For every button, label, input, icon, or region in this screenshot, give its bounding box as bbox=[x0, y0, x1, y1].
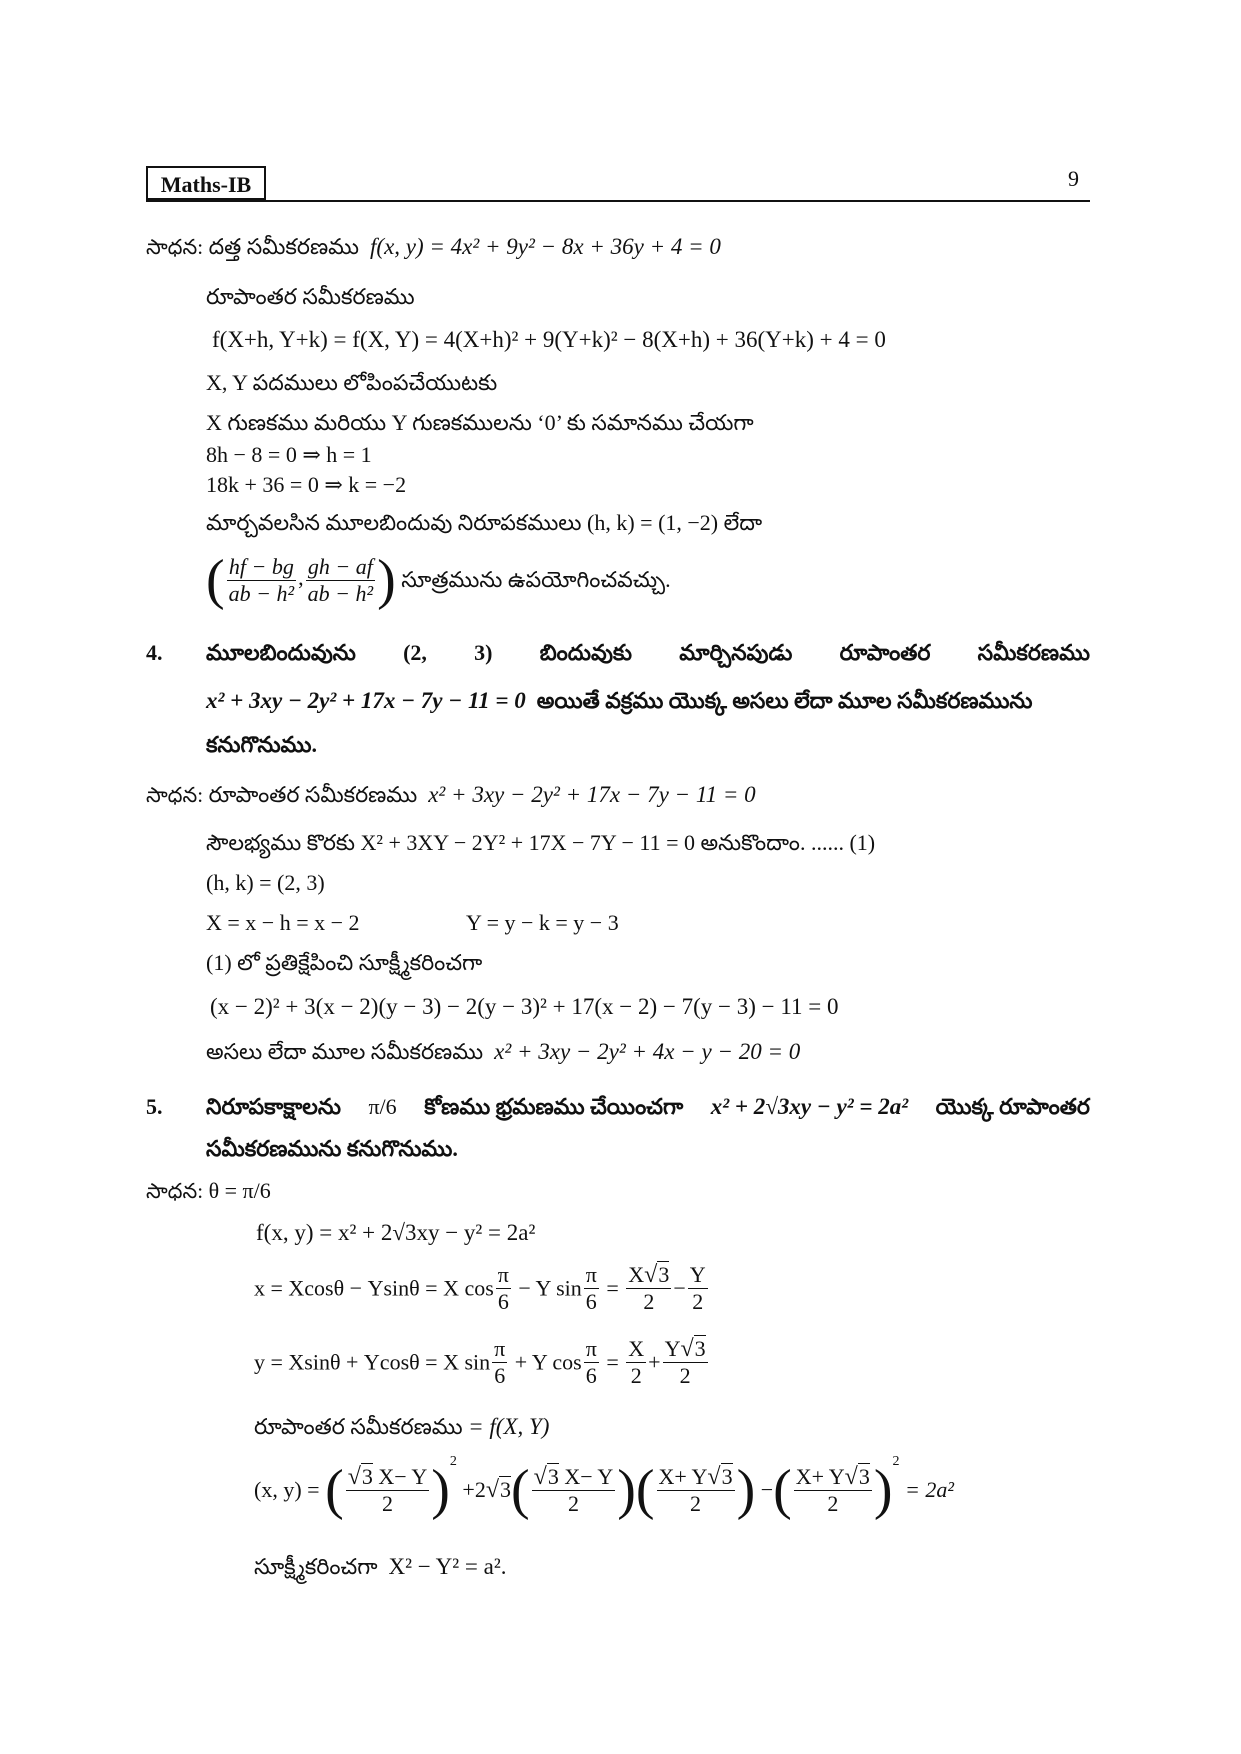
q4-substitute-text: (1) లో ప్రతిక్షేపించి సూక్ష్మీకరించగా bbox=[206, 950, 483, 975]
q5-solution-line-1 bbox=[146, 1176, 271, 1206]
q4-line-3: కనుగొనుము. bbox=[206, 732, 317, 757]
pi-over-6: $\frac{\pi}{6}$ bbox=[497, 1262, 509, 1314]
q4-equation: x² + 3xy − 2y² + 17x − 7y − 11 = 0 bbox=[206, 688, 526, 713]
q4-hk-line: (h, k) = (2, 3) bbox=[206, 870, 325, 895]
header-rule bbox=[146, 200, 1090, 202]
q5-expansion-rhs: = 2a² bbox=[905, 1477, 954, 1502]
subject-box: Maths-IB bbox=[146, 166, 266, 200]
q5-transformed-fn: = f(X, Y) bbox=[468, 1414, 550, 1439]
y-over-2: $\frac{Y}{2}$ bbox=[689, 1262, 706, 1314]
q5-expansion-line: (x, y) = ( $\frac{√3 X- Y}{2}$ )$^2$ +2√3( $\frac{√3 X- Y}{2}$ )( $\frac{X+ Y√3}{2}$ ) −( $\frac{X+ Y√3}{2}$ )$^2$ = 2a² bbox=[254, 1454, 954, 1521]
y-sqrt3-over-2: $\frac{Y√3}{2}$ bbox=[664, 1336, 706, 1388]
x-sqrt3-over-2: $\frac{X√3}{2}$ bbox=[628, 1262, 670, 1314]
pi-over-6: $\frac{\pi}{6}$ bbox=[585, 1262, 597, 1314]
q4-original-line bbox=[206, 1037, 800, 1067]
q3-given-equation: f(x, y) = 4x² + 9y² − 8x + 36y + 4 = 0 bbox=[370, 234, 721, 259]
pi-over-6: $\frac{\pi}{6}$ bbox=[494, 1336, 506, 1388]
pi-over-6: $\frac{\pi}{6}$ bbox=[585, 1336, 597, 1388]
q4-transformed-text: రూపాంతర సమీకరణము bbox=[208, 782, 418, 807]
q4-number: 4. bbox=[146, 640, 163, 665]
X-plus-Ysqrt3-over-2: $\frac{X+ Y√3}{2}$ bbox=[795, 1463, 870, 1516]
q3-transformed-heading: రూపాంతర సమీకరణము bbox=[206, 284, 415, 309]
q5-rotation-text: కోణము భ్రమణము చేయించగా bbox=[424, 1094, 684, 1119]
q4-solution-line-1 bbox=[146, 780, 756, 810]
q5-x-lhs: x = Xcosθ − Ysinθ = X cos bbox=[254, 1275, 494, 1301]
q5-transformed-line bbox=[254, 1412, 549, 1442]
q3-formula-text: సూత్రమును ఉపయోగించవచ్చు. bbox=[401, 567, 671, 592]
q5-y-line: y = Xsinθ + Ycosθ = X sin $\frac{\pi}{6}$ + Y cos $\frac{\pi}{6}$ = $\frac{X}{2}$ + $\frac{Y√3}{2}$ bbox=[254, 1336, 706, 1388]
q4-transformed-equation: x² + 3xy − 2y² + 17x − 7y − 11 = 0 bbox=[428, 782, 756, 807]
q5-theta: θ = π/6 bbox=[208, 1178, 271, 1203]
q5-line-2: సమీకరణమును కనుగొనుము. bbox=[206, 1136, 458, 1161]
q5-final-line bbox=[254, 1552, 507, 1582]
q3-given-text: దత్త సమీకరణము bbox=[208, 234, 360, 259]
q5-axes-text: నిరూపకాక్షాలను bbox=[206, 1094, 341, 1119]
q4-original-text: అసలు లేదా మూల సమీకరణము bbox=[206, 1039, 484, 1064]
q3-origin-text: మార్చవలసిన మూలబిందువు నిరూపకములు (h, k) = (1, −2) లేదా bbox=[206, 510, 763, 535]
q3-equate-text: X గుణకము మరియు Y గుణకములను ‘0’ కు సమానము చేయగా bbox=[206, 410, 754, 435]
q5-final-equation: X² − Y² = a². bbox=[388, 1554, 507, 1579]
x-over-2: $\frac{X}{2}$ bbox=[628, 1336, 645, 1388]
q5-trailing-text: యొక్క రూపాంతర bbox=[935, 1094, 1090, 1119]
q5-x-line: x = Xcosθ − Ysinθ = X cos $\frac{\pi}{6}$ − Y sin $\frac{\pi}{6}$ = $\frac{X√3}{2}$ − $\frac{Y}{2}$ bbox=[254, 1262, 706, 1314]
q4-original-equation: x² + 3xy − 2y² + 4x − y − 20 = 0 bbox=[494, 1039, 801, 1064]
page-number: 9 bbox=[1068, 166, 1079, 191]
X-plus-Ysqrt3-over-2: $\frac{X+ Y√3}{2}$ bbox=[658, 1463, 733, 1516]
q4-Y-substitution: Y = y − k = y − 3 bbox=[466, 910, 619, 935]
q5-y-lhs: y = Xsinθ + Ycosθ = X sin bbox=[254, 1349, 491, 1375]
q5-angle: π/6 bbox=[368, 1094, 397, 1119]
q4-line-1: మూలబిందువును (2, 3) బిందువుకు మార్చినపుడు రూపాంతర సమీకరణము bbox=[206, 640, 1090, 665]
q4-line-2 bbox=[206, 686, 1033, 716]
q5-expansion-lhs: (x, y) = bbox=[254, 1477, 320, 1502]
q5-number: 5. bbox=[146, 1094, 163, 1119]
q4-X-substitution: X = x − h = x − 2 bbox=[206, 910, 360, 935]
solution-label: సాధన: bbox=[146, 235, 204, 259]
q5-equation: x² + 2√3xy − y² = 2a² bbox=[710, 1094, 909, 1119]
q5-transformed-text: రూపాంతర సమీకరణము bbox=[254, 1414, 463, 1439]
q3-fraction-2: $\frac{gh - af}{\text{ab − h²}}$ bbox=[307, 553, 374, 606]
sqrt3X-minus-Y-over-2: $\frac{√3 X- Y}{2}$ bbox=[533, 1463, 614, 1516]
q4-expanded-equation: (x − 2)² + 3(x − 2)(y − 3) − 2(y − 3)² + 17(x − 2) − 7(y − 3) − 11 = 0 bbox=[210, 994, 839, 1019]
q4-line-2-text: అయితే వక్రము యొక్క అసలు లేదా మూల సమీకరణమును bbox=[536, 688, 1033, 713]
solution-label: సాధన: bbox=[146, 1179, 204, 1203]
q5-line-1 bbox=[206, 1092, 1090, 1122]
q3-solution-line-1 bbox=[146, 232, 721, 262]
left-paren: ( bbox=[206, 549, 225, 611]
q3-eliminate-text: X, Y పదములు లోపింపచేయుటకు bbox=[206, 370, 498, 395]
q5-final-text: సూక్ష్మీకరించగా bbox=[254, 1554, 378, 1579]
q3-formula-line: ( $\frac{hf - bg}{\text{ab − h²}}$ , $\frac{gh - af}{\text{ab − h²}}$ ) సూత్రమును ఉపయోగించవచ్చు. bbox=[206, 549, 671, 611]
solution-label: సాధన: bbox=[146, 783, 204, 807]
q5-given-equation: f(x, y) = x² + 2√3xy − y² = 2a² bbox=[256, 1220, 536, 1245]
q3-transformed-equation: f(X+h, Y+k) = f(X, Y) = 4(X+h)² + 9(Y+k)² − 8(X+h) + 36(Y+k) + 4 = 0 bbox=[212, 327, 886, 352]
q3-h-value: 8h − 8 = 0 ⇒ h = 1 bbox=[206, 442, 372, 467]
q3-k-value: 18k + 36 = 0 ⇒ k = −2 bbox=[206, 472, 407, 497]
sqrt3X-minus-Y-over-2: $\frac{√3 X- Y}{2}$ bbox=[347, 1463, 428, 1516]
right-paren: ) bbox=[377, 549, 396, 611]
q4-convenience-line: సౌలభ్యము కొరకు X² + 3XY − 2Y² + 17X − 7Y − 11 = 0 అనుకొందాం. ...... (1) bbox=[206, 830, 876, 855]
q3-fraction-1: $\frac{hf - bg}{\text{ab − h²}}$ bbox=[228, 553, 295, 606]
